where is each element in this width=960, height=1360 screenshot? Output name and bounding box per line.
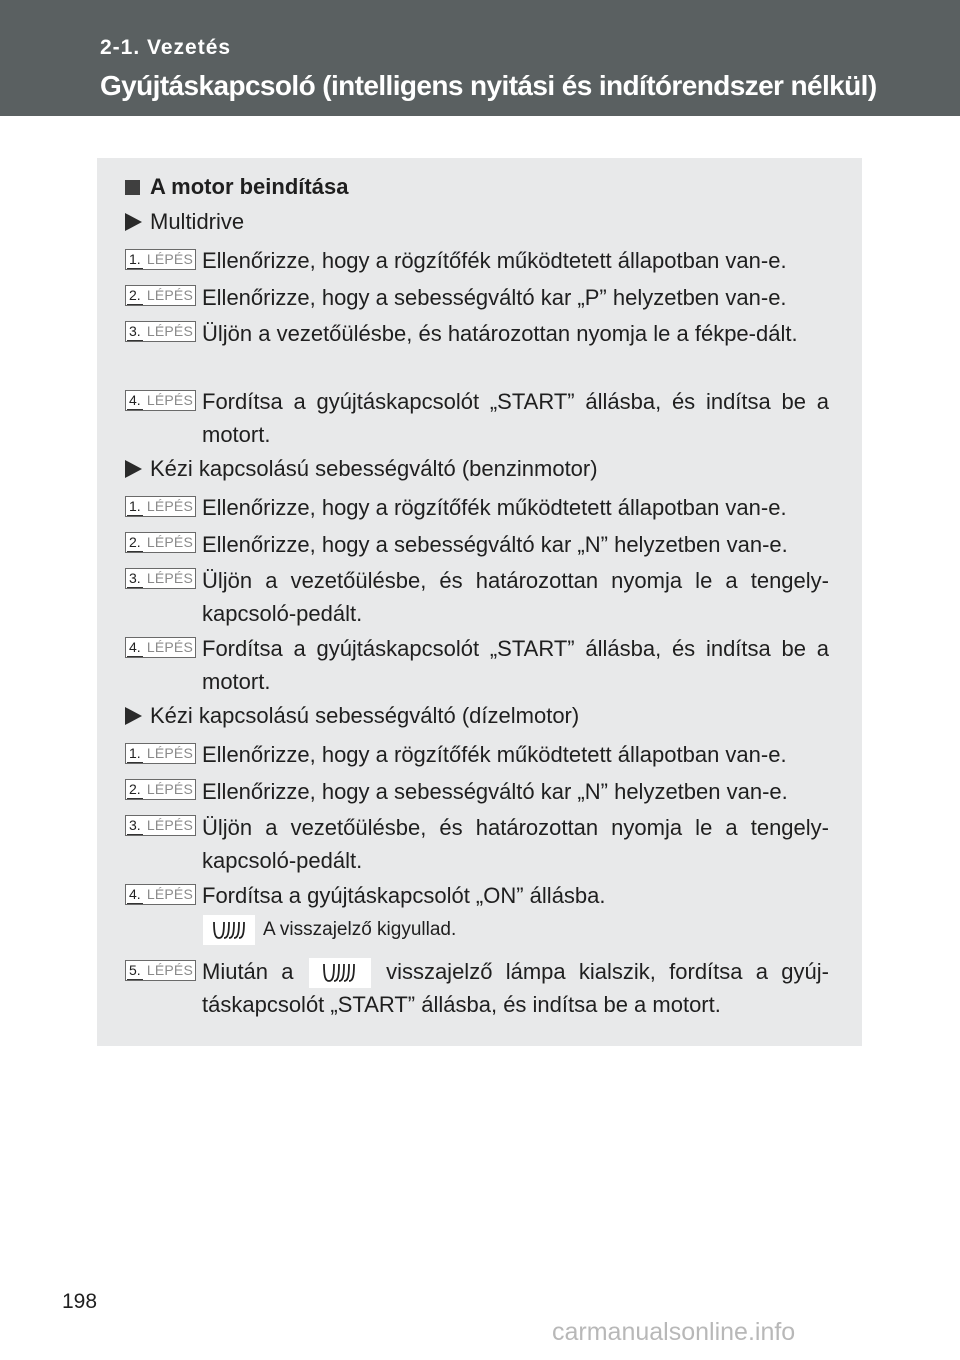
right-triangle-icon — [125, 213, 142, 231]
step-text: Ellenőrizze, hogy a sebességváltó kar „N” helyzetben van-e. — [202, 532, 788, 557]
group-title-multidrive: Multidrive — [125, 209, 244, 235]
glow-plug-indicator-icon — [309, 958, 371, 988]
step-text: Fordítsa a gyújtáskapcsolót „ON” állásba. — [202, 883, 606, 908]
step-badge: 3. LÉPÉS — [125, 568, 196, 589]
step-badge: 1. LÉPÉS — [125, 743, 196, 764]
page-number: 198 — [62, 1290, 98, 1313]
step-text: Ellenőrizze, hogy a sebességváltó kar „N” helyzetben van-e. — [202, 779, 788, 804]
watermark: carmanualsonline.info — [552, 1318, 796, 1346]
step-text: Üljön a vezetőülésbe, és határozottan nyomja le a tengely-kapcsoló-pedált. — [202, 568, 829, 626]
step-text: Üljön a vezetőülésbe, és határozottan nyomja le a fékpe-dált. — [202, 321, 798, 346]
step-text: Ellenőrizze, hogy a sebességváltó kar „P” helyzetben van-e. — [202, 285, 787, 310]
step-text: Ellenőrizze, hogy a rögzítőfék működtetett állapotban van-e. — [202, 495, 787, 520]
step-badge: 2. LÉPÉS — [125, 779, 196, 800]
chapter-header — [0, 0, 960, 116]
step-text: Ellenőrizze, hogy a rögzítőfék működtetett állapotban van-e. — [202, 742, 787, 767]
group-title-manual-diesel: Kézi kapcsolású sebességváltó (dízelmotor) — [125, 703, 579, 729]
page-title: Gyújtáskapcsoló (intelligens nyitási és indítórendszer nélkül) — [100, 70, 877, 101]
panel-heading-text: A motor beindítása — [150, 174, 349, 199]
group-title-manual-petrol: Kézi kapcsolású sebességváltó (benzinmotor) — [125, 456, 598, 482]
step-text: Miután a visszajelző lámpa kialszik, fordítsa a gyúj-táskapcsolót „START” állásba, és indítsa be a motort. — [202, 959, 829, 1018]
step-badge: 1. LÉPÉS — [125, 496, 196, 517]
right-triangle-icon — [125, 460, 142, 478]
step-badge: 2. LÉPÉS — [125, 285, 196, 306]
glow-plug-indicator-icon — [203, 915, 255, 945]
square-bullet-icon — [125, 180, 140, 195]
step-badge: 4. LÉPÉS — [125, 637, 196, 658]
step-badge: 2. LÉPÉS — [125, 532, 196, 553]
step-text: Fordítsa a gyújtáskapcsolót „START” állásba, és indítsa be a motort. — [202, 636, 829, 694]
step-badge: 4. LÉPÉS — [125, 390, 196, 411]
step-badge: 4. LÉPÉS — [125, 884, 196, 905]
step-badge: 3. LÉPÉS — [125, 321, 196, 342]
step-text: Ellenőrizze, hogy a rögzítőfék működtetett állapotban van-e. — [202, 248, 787, 273]
step-text: Üljön a vezetőülésbe, és határozottan nyomja le a tengely-kapcsoló-pedált. — [202, 815, 829, 873]
step-text: Fordítsa a gyújtáskapcsolót „START” állásba, és indítsa be a motort. — [202, 389, 829, 447]
step-badge: 3. LÉPÉS — [125, 815, 196, 836]
step-badge: 1. LÉPÉS — [125, 249, 196, 270]
step-badge: 5. LÉPÉS — [125, 960, 196, 981]
right-triangle-icon — [125, 707, 142, 725]
step-note: A visszajelző kigyullad. — [203, 915, 456, 945]
section-label: 2-1. Vezetés — [100, 36, 232, 59]
panel-heading — [125, 174, 348, 200]
